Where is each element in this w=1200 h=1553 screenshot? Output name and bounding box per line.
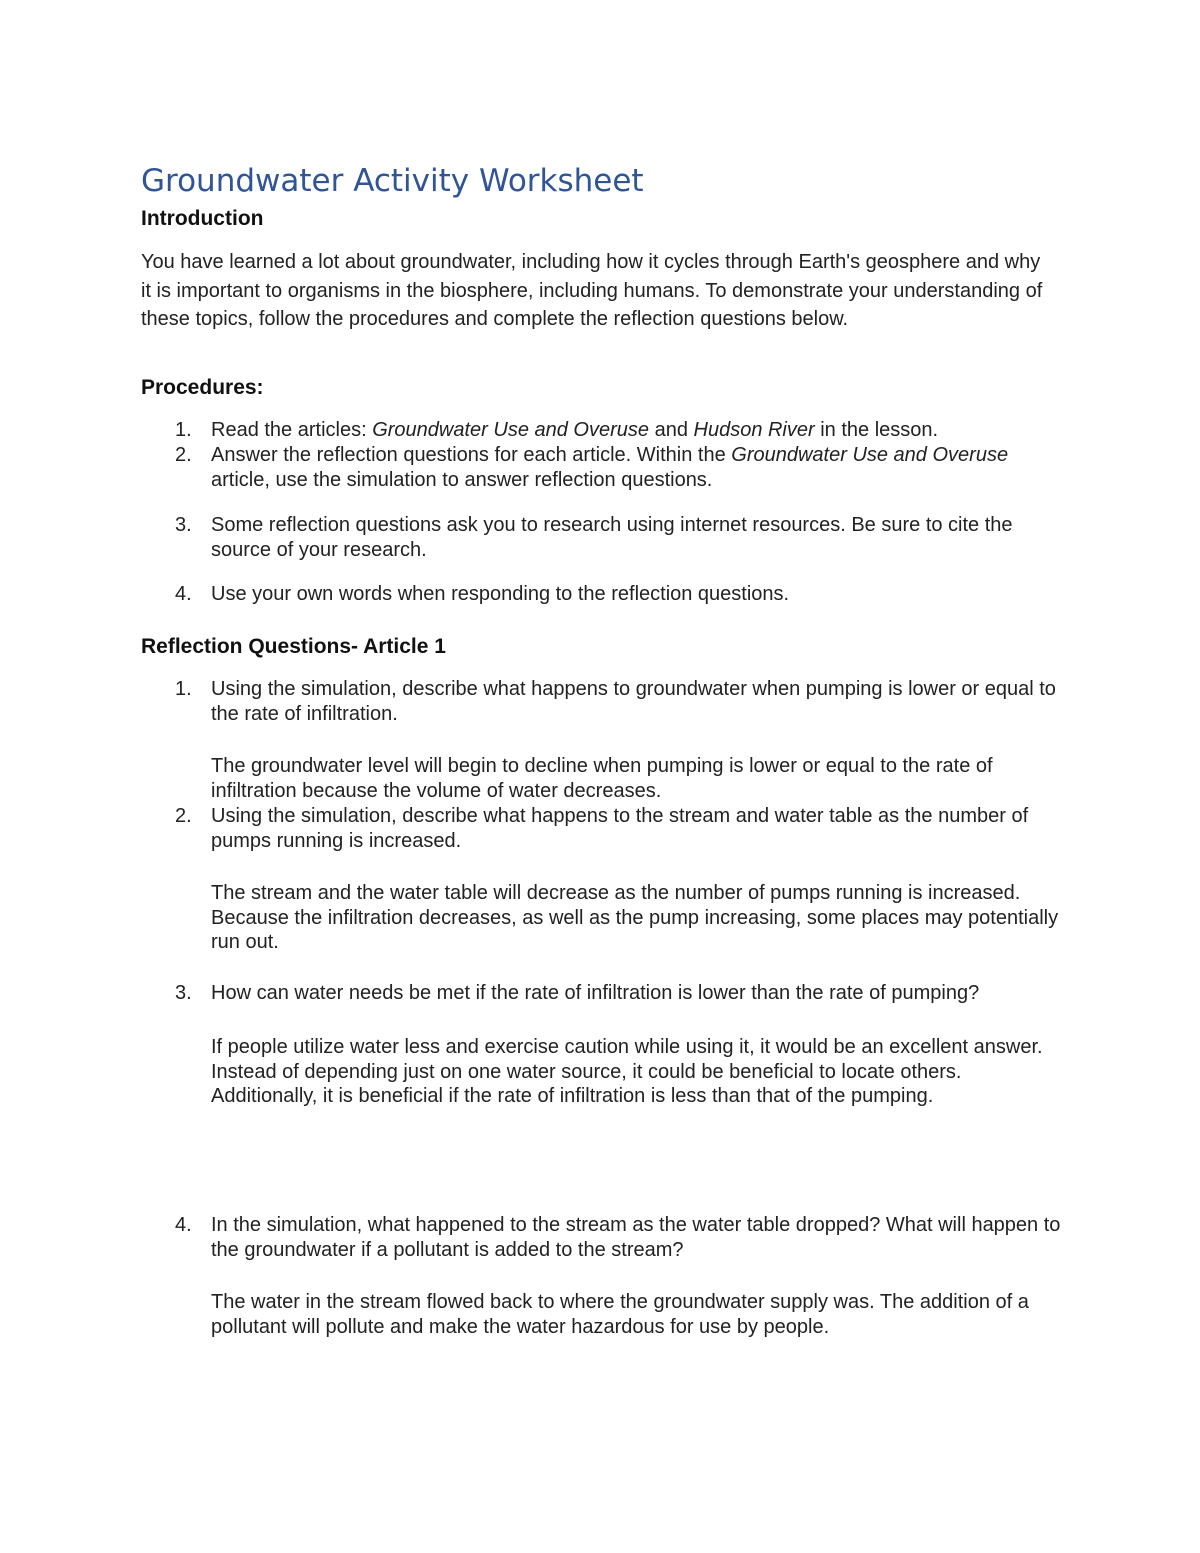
list-number: 2. [175,444,192,466]
procedure-item [211,443,1061,492]
list-number: 1. [175,419,192,441]
article-title: Hudson River [693,419,815,441]
page-title: Groundwater Activity Worksheet [141,163,644,199]
reflection-heading: Reflection Questions- Article 1 [141,635,446,658]
text: and [649,419,694,441]
text: Answer the reflection questions for each article. Within the [211,444,732,466]
procedure-item: Some reflection questions ask you to research using internet resources. Be sure to cite the source of your research. [211,514,1013,561]
list-number: 4. [175,1214,192,1236]
list-number: 3. [175,514,192,536]
list-number: 2. [175,805,192,827]
question: How can water needs be met if the rate of infiltration is lower than the rate of pumping? [211,982,980,1004]
question: Using the simulation, describe what happens to the stream and water table as the number of pumps running is increased. [211,805,1029,852]
answer: The water in the stream flowed back to where the groundwater supply was. The addition of a pollutant will pollute and make the water hazardous for use by people. [211,1291,1029,1338]
text: article, use the simulation to answer reflection questions. [211,468,713,491]
procedure-item [211,418,1061,443]
introduction-text: You have learned a lot about groundwater, including how it cycles through Earth's geosphere and why it is important to organisms in the biosphere, including humans. To demonstrate your understanding of these topics, follow the procedures and complete the reflection questions below. [141,251,1043,331]
question: Using the simulation, describe what happens to groundwater when pumping is lower or equal to the rate of infiltration. [211,678,1056,725]
procedure-item: Use your own words when responding to the reflection questions. [211,583,790,605]
answer: The groundwater level will begin to decline when pumping is lower or equal to the rate of infiltration because the volume of water decreases. [211,755,993,802]
question: In the simulation, what happened to the stream as the water table dropped? What will happen to the groundwater if a pollutant is added to the stream? [211,1214,1061,1261]
text: in the lesson. [814,419,939,441]
answer: The stream and the water table will decrease as the number of pumps running is increased. Because the infiltration decreases, as well as the pump increasing, some places may potentially run out. [211,882,1059,954]
text: Read the articles: [211,419,373,441]
article-title: Groundwater Use and Overuse [372,419,650,441]
introduction-heading: Introduction [141,207,264,230]
list-number: 4. [175,583,192,605]
list-number: 1. [175,678,192,700]
list-number: 3. [175,982,192,1004]
answer: If people utilize water less and exercise caution while using it, it would be an excellent answer. Instead of depending just on one water source, it could be beneficial to locate others. Additionally, it is beneficial if the rate of infiltration is less than that of the pumping. [211,1036,1043,1108]
procedures-heading: Procedures: [141,376,264,399]
article-title: Groundwater Use and Overuse [731,444,1009,466]
